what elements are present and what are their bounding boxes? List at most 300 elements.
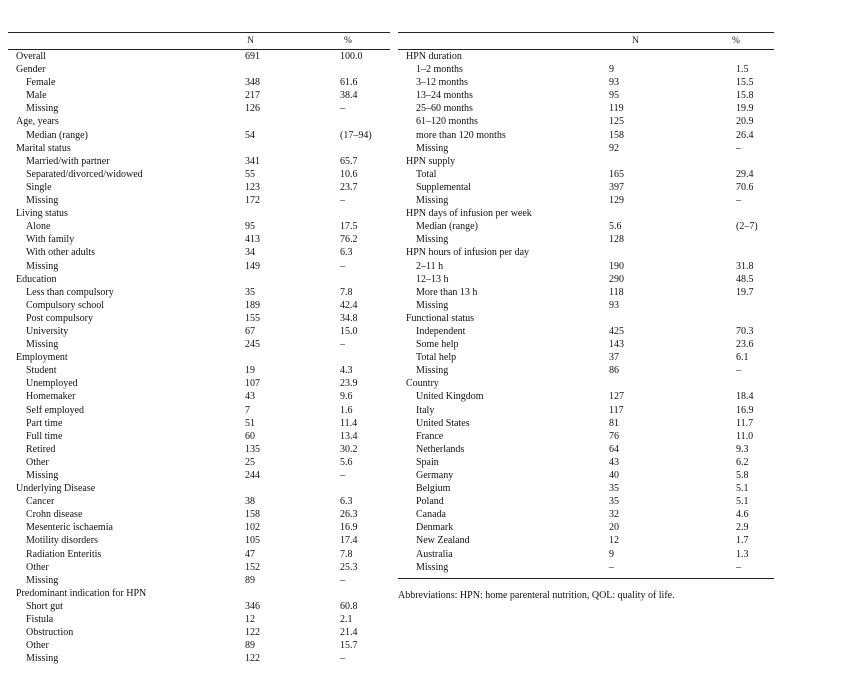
row-pct: – bbox=[736, 365, 741, 377]
table-row bbox=[8, 404, 390, 417]
row-label: Alone bbox=[26, 221, 51, 233]
row-n: 81 bbox=[609, 417, 619, 429]
row-pct: 6.1 bbox=[736, 352, 749, 364]
row-n: 119 bbox=[609, 103, 624, 115]
row-label: Part time bbox=[26, 417, 63, 429]
table-row bbox=[398, 495, 774, 508]
row-n: 64 bbox=[609, 443, 619, 455]
table-row bbox=[8, 600, 390, 613]
row-n: 55 bbox=[245, 168, 255, 180]
row-label: Denmark bbox=[416, 522, 454, 534]
row-label: Single bbox=[26, 181, 52, 193]
table-row bbox=[8, 351, 390, 364]
table-row bbox=[398, 233, 774, 246]
row-label: Unemployed bbox=[26, 378, 78, 390]
row-pct: 2.9 bbox=[736, 522, 749, 534]
row-pct: 76.2 bbox=[340, 234, 358, 246]
row-n: 93 bbox=[609, 77, 619, 89]
table-row bbox=[8, 443, 390, 456]
row-n: 47 bbox=[245, 548, 255, 560]
row-pct: (17–94) bbox=[340, 129, 372, 141]
row-n: 158 bbox=[245, 509, 260, 521]
row-label: Netherlands bbox=[416, 443, 465, 455]
row-label: 12–13 h bbox=[416, 273, 449, 285]
table-row bbox=[398, 312, 774, 325]
table-row bbox=[8, 299, 390, 312]
row-n: 92 bbox=[609, 142, 619, 154]
row-n: 190 bbox=[609, 260, 624, 272]
row-n: 158 bbox=[609, 129, 624, 141]
row-label: Independent bbox=[416, 325, 466, 337]
table-header bbox=[398, 33, 774, 50]
table-left bbox=[8, 32, 390, 665]
table-row bbox=[8, 102, 390, 115]
row-n: 20 bbox=[609, 522, 619, 534]
row-label: Some help bbox=[416, 339, 459, 351]
row-n: 122 bbox=[245, 627, 260, 639]
table-row bbox=[8, 63, 390, 76]
row-label: HPN duration bbox=[406, 51, 462, 62]
row-label: Full time bbox=[26, 430, 63, 442]
row-pct: – bbox=[340, 103, 345, 115]
table-row bbox=[398, 207, 774, 220]
row-n: 425 bbox=[609, 325, 624, 337]
table-row bbox=[398, 194, 774, 207]
row-pct: 20.9 bbox=[736, 116, 754, 128]
row-n: 122 bbox=[245, 653, 260, 665]
row-n: 12 bbox=[245, 614, 255, 626]
row-n: 135 bbox=[245, 443, 260, 455]
row-label: Missing bbox=[26, 260, 59, 272]
table-row bbox=[8, 548, 390, 561]
table-row bbox=[8, 260, 390, 273]
row-label: 1–2 months bbox=[416, 64, 463, 76]
table-row bbox=[398, 181, 774, 194]
table-row bbox=[398, 430, 774, 443]
row-pct: – bbox=[340, 470, 345, 481]
row-pct: 11.4 bbox=[340, 417, 358, 429]
table-row bbox=[398, 404, 774, 417]
row-pct: 19.7 bbox=[736, 286, 754, 298]
table-row bbox=[398, 390, 774, 403]
row-n: 397 bbox=[609, 181, 624, 193]
row-label: more than 120 months bbox=[416, 129, 506, 141]
row-n: 245 bbox=[245, 339, 260, 351]
table-body bbox=[8, 50, 390, 665]
row-label: Age, years bbox=[16, 116, 59, 128]
table-row bbox=[398, 50, 774, 63]
row-n: 38 bbox=[245, 496, 255, 508]
table-row bbox=[8, 233, 390, 246]
row-label: 2–11 h bbox=[416, 260, 444, 272]
table-row bbox=[398, 561, 774, 574]
row-n: 107 bbox=[245, 378, 260, 390]
row-pct: 18.4 bbox=[736, 391, 754, 403]
table-row bbox=[8, 587, 390, 600]
row-pct: – bbox=[736, 195, 741, 207]
row-label: Radiation Enteritis bbox=[26, 548, 102, 560]
row-pct: – bbox=[736, 142, 741, 154]
row-label: Country bbox=[406, 378, 439, 390]
row-label: 13–24 months bbox=[416, 90, 473, 102]
table-row bbox=[398, 168, 774, 181]
row-pct: 1.6 bbox=[340, 404, 353, 416]
row-label: Gender bbox=[16, 64, 46, 76]
table-row bbox=[8, 155, 390, 168]
table-row bbox=[398, 89, 774, 102]
row-n: 89 bbox=[245, 574, 255, 586]
header-pct: % bbox=[344, 36, 352, 46]
table-row bbox=[8, 312, 390, 325]
row-pct: 48.5 bbox=[736, 273, 754, 285]
row-label: Missing bbox=[416, 142, 449, 154]
row-pct: 16.9 bbox=[340, 522, 358, 534]
row-pct: 19.9 bbox=[736, 103, 754, 115]
table-row bbox=[8, 508, 390, 521]
table-right bbox=[398, 32, 774, 579]
table-row bbox=[8, 626, 390, 639]
table-row bbox=[398, 76, 774, 89]
table-row bbox=[398, 155, 774, 168]
table-row bbox=[8, 194, 390, 207]
row-label: Poland bbox=[416, 496, 444, 508]
row-n: 105 bbox=[245, 535, 260, 547]
row-pct: (2–7) bbox=[736, 221, 758, 233]
header-n: N bbox=[632, 36, 639, 46]
row-label: Self employed bbox=[26, 404, 85, 416]
row-pct: 1.5 bbox=[736, 64, 749, 76]
table-row bbox=[398, 286, 774, 299]
table-row bbox=[8, 495, 390, 508]
table-row bbox=[8, 639, 390, 652]
row-n: 89 bbox=[245, 640, 255, 652]
row-label: Less than compulsory bbox=[26, 286, 114, 298]
row-label: Crohn disease bbox=[26, 509, 83, 521]
row-pct: – bbox=[340, 339, 345, 351]
row-label: Mesenteric ischaemia bbox=[26, 522, 113, 534]
row-pct: 1.3 bbox=[736, 548, 749, 560]
row-n: 9 bbox=[609, 64, 614, 76]
row-n: 9 bbox=[609, 548, 614, 560]
row-label: University bbox=[26, 325, 69, 337]
row-label: 3–12 months bbox=[416, 77, 468, 89]
table-row bbox=[8, 142, 390, 155]
row-n: 346 bbox=[245, 600, 260, 612]
row-pct: 15.8 bbox=[736, 90, 754, 102]
table-row bbox=[398, 351, 774, 364]
row-pct: 38.4 bbox=[340, 90, 358, 102]
row-pct: – bbox=[340, 195, 345, 207]
row-pct: 23.7 bbox=[340, 181, 358, 193]
table-row bbox=[8, 168, 390, 181]
row-n: 25 bbox=[245, 456, 255, 468]
row-label: Total bbox=[416, 168, 437, 180]
row-n: 95 bbox=[609, 90, 619, 102]
row-n: 32 bbox=[609, 509, 619, 521]
table-row bbox=[8, 89, 390, 102]
row-pct: – bbox=[736, 561, 741, 573]
row-label: Canada bbox=[416, 509, 446, 521]
row-label: Missing bbox=[416, 299, 449, 311]
row-label: New Zealand bbox=[416, 535, 470, 547]
row-pct: 15.7 bbox=[340, 640, 358, 652]
row-n: 126 bbox=[245, 103, 260, 115]
table-row bbox=[8, 246, 390, 259]
row-pct: 34.8 bbox=[340, 312, 358, 324]
row-label: Belgium bbox=[416, 483, 451, 495]
row-label: France bbox=[416, 430, 444, 442]
row-pct: 15.0 bbox=[340, 325, 358, 337]
row-n: 37 bbox=[609, 352, 619, 364]
table-row bbox=[398, 521, 774, 534]
row-n: 348 bbox=[245, 77, 260, 89]
row-n: 35 bbox=[245, 286, 255, 298]
table-row bbox=[398, 325, 774, 338]
row-n: 152 bbox=[245, 561, 260, 573]
table-row bbox=[8, 207, 390, 220]
row-pct: 10.6 bbox=[340, 168, 358, 180]
row-n: 12 bbox=[609, 535, 619, 547]
table-body bbox=[398, 50, 774, 574]
row-n: 155 bbox=[245, 312, 260, 324]
row-n: 5.6 bbox=[609, 221, 622, 233]
table-row bbox=[8, 561, 390, 574]
table-row bbox=[8, 534, 390, 547]
row-n: 691 bbox=[245, 51, 260, 62]
row-pct: – bbox=[340, 653, 345, 665]
row-label: Obstruction bbox=[26, 627, 74, 639]
row-pct: – bbox=[340, 260, 345, 272]
row-n: 43 bbox=[609, 456, 619, 468]
row-pct: 2.1 bbox=[340, 614, 353, 626]
row-n: 123 bbox=[245, 181, 260, 193]
row-n: 129 bbox=[609, 195, 624, 207]
row-label: HPN hours of infusion per day bbox=[406, 247, 530, 259]
row-label: More than 13 h bbox=[416, 286, 478, 298]
row-label: Student bbox=[26, 365, 57, 377]
table-row bbox=[8, 364, 390, 377]
row-pct: 70.3 bbox=[736, 325, 754, 337]
row-n: 35 bbox=[609, 496, 619, 508]
table-row bbox=[8, 377, 390, 390]
row-label: Married/with partner bbox=[26, 155, 110, 167]
row-n: 127 bbox=[609, 391, 624, 403]
row-label: Living status bbox=[16, 208, 68, 220]
row-pct: 6.3 bbox=[340, 247, 353, 259]
row-label: Underlying Disease bbox=[16, 483, 96, 495]
row-pct: – bbox=[340, 574, 345, 586]
row-n: – bbox=[609, 561, 614, 573]
table-row bbox=[398, 443, 774, 456]
row-label: Missing bbox=[26, 339, 59, 351]
row-label: Post compulsory bbox=[26, 312, 93, 324]
table-row bbox=[398, 364, 774, 377]
row-label: HPN supply bbox=[406, 155, 456, 167]
row-label: Missing bbox=[26, 574, 59, 586]
row-n: 244 bbox=[245, 470, 260, 481]
row-n: 165 bbox=[609, 168, 624, 180]
table-row bbox=[8, 469, 390, 482]
table-row bbox=[398, 456, 774, 469]
row-label: Female bbox=[26, 77, 56, 89]
row-label: Missing bbox=[416, 234, 449, 246]
row-label: Missing bbox=[416, 561, 449, 573]
row-n: 35 bbox=[609, 483, 619, 495]
row-label: 25–60 months bbox=[416, 103, 473, 115]
row-label: Retired bbox=[26, 443, 56, 455]
table-row bbox=[398, 377, 774, 390]
row-label: Fistula bbox=[26, 614, 54, 626]
row-label: Motility disorders bbox=[26, 535, 98, 547]
table-header bbox=[8, 33, 390, 50]
row-n: 51 bbox=[245, 417, 255, 429]
row-n: 67 bbox=[245, 325, 255, 337]
row-label: Australia bbox=[416, 548, 453, 560]
row-n: 86 bbox=[609, 365, 619, 377]
row-pct: 6.3 bbox=[340, 496, 353, 508]
table-row bbox=[8, 338, 390, 351]
row-pct: 100.0 bbox=[340, 51, 363, 62]
row-pct: 4.6 bbox=[736, 509, 749, 521]
row-label: Employment bbox=[16, 352, 68, 364]
row-pct: 16.9 bbox=[736, 404, 754, 416]
row-pct: 13.4 bbox=[340, 430, 358, 442]
table-row bbox=[8, 652, 390, 665]
table-row bbox=[8, 521, 390, 534]
table-row bbox=[398, 115, 774, 128]
row-n: 43 bbox=[245, 391, 255, 403]
table-row bbox=[8, 115, 390, 128]
abbreviations-footnote: Abbreviations: HPN: home parenteral nutrition, QOL: quality of life. bbox=[398, 590, 675, 601]
table-row bbox=[398, 63, 774, 76]
table-row bbox=[398, 273, 774, 286]
table-row bbox=[8, 613, 390, 626]
row-pct: 5.6 bbox=[340, 456, 353, 468]
table-row bbox=[8, 220, 390, 233]
row-n: 40 bbox=[609, 470, 619, 481]
row-pct: 42.4 bbox=[340, 299, 358, 311]
row-n: 19 bbox=[245, 365, 255, 377]
row-label: Marital status bbox=[16, 142, 71, 154]
row-label: Compulsory school bbox=[26, 299, 105, 311]
row-label: Male bbox=[26, 90, 47, 102]
row-n: 413 bbox=[245, 234, 260, 246]
row-label: Missing bbox=[26, 195, 59, 207]
table-row bbox=[8, 286, 390, 299]
table-row bbox=[8, 76, 390, 89]
table-row bbox=[8, 574, 390, 587]
row-label: Missing bbox=[416, 195, 449, 207]
row-n: 54 bbox=[245, 129, 255, 141]
table-row bbox=[398, 260, 774, 273]
row-label: United States bbox=[416, 417, 470, 429]
table-row bbox=[8, 129, 390, 142]
row-label: Missing bbox=[26, 470, 59, 481]
row-label: Short gut bbox=[26, 600, 63, 612]
row-n: 290 bbox=[609, 273, 624, 285]
row-n: 60 bbox=[245, 430, 255, 442]
row-pct: 9.6 bbox=[340, 391, 353, 403]
row-pct: 7.8 bbox=[340, 548, 353, 560]
table-row bbox=[398, 102, 774, 115]
row-label: Germany bbox=[416, 470, 454, 481]
row-n: 217 bbox=[245, 90, 260, 102]
row-n: 143 bbox=[609, 339, 624, 351]
row-label: Other bbox=[26, 640, 49, 652]
row-pct: 6.2 bbox=[736, 456, 749, 468]
table-row bbox=[398, 534, 774, 547]
table-row bbox=[8, 390, 390, 403]
table-row bbox=[398, 548, 774, 561]
table-row bbox=[398, 338, 774, 351]
row-n: 149 bbox=[245, 260, 260, 272]
row-label: Overall bbox=[16, 51, 46, 62]
row-pct: 23.6 bbox=[736, 339, 754, 351]
row-pct: 5.1 bbox=[736, 496, 749, 508]
row-pct: 70.6 bbox=[736, 181, 754, 193]
table-row bbox=[8, 456, 390, 469]
row-n: 95 bbox=[245, 221, 255, 233]
row-pct: 21.4 bbox=[340, 627, 358, 639]
row-pct: 61.6 bbox=[340, 77, 358, 89]
row-pct: 31.8 bbox=[736, 260, 754, 272]
table-row bbox=[8, 50, 390, 63]
row-label: Homemaker bbox=[26, 391, 76, 403]
row-label: Predominant indication for HPN bbox=[16, 587, 147, 599]
row-pct: 4.3 bbox=[340, 365, 353, 377]
table-row bbox=[398, 129, 774, 142]
table-row bbox=[398, 246, 774, 259]
row-pct: 17.4 bbox=[340, 535, 358, 547]
row-pct: 7.8 bbox=[340, 286, 353, 298]
row-label: Italy bbox=[416, 404, 435, 416]
row-label: Median (range) bbox=[26, 129, 88, 141]
header-pct: % bbox=[732, 36, 740, 46]
table-row bbox=[8, 417, 390, 430]
row-n: 34 bbox=[245, 247, 255, 259]
row-pct: 17.5 bbox=[340, 221, 358, 233]
table-bottom-rule bbox=[398, 578, 774, 579]
table-row bbox=[398, 482, 774, 495]
table-row bbox=[398, 508, 774, 521]
row-n: 128 bbox=[609, 234, 624, 246]
row-label: Education bbox=[16, 273, 57, 285]
row-n: 7 bbox=[245, 404, 250, 416]
row-label: Spain bbox=[416, 456, 439, 468]
row-pct: 15.5 bbox=[736, 77, 754, 89]
table-row bbox=[8, 325, 390, 338]
row-pct: 65.7 bbox=[340, 155, 358, 167]
row-label: HPN days of infusion per week bbox=[406, 208, 532, 220]
row-pct: 11.0 bbox=[736, 430, 754, 442]
table-row bbox=[8, 273, 390, 286]
table-row bbox=[8, 430, 390, 443]
row-label: Other bbox=[26, 561, 49, 573]
row-label: Missing bbox=[26, 653, 59, 665]
row-n: 189 bbox=[245, 299, 260, 311]
row-pct: 26.4 bbox=[736, 129, 754, 141]
row-pct: 23.9 bbox=[340, 378, 358, 390]
row-label: Median (range) bbox=[416, 221, 478, 233]
row-n: 102 bbox=[245, 522, 260, 534]
row-label: Functional status bbox=[406, 312, 475, 324]
row-label: Separated/divorced/widowed bbox=[26, 168, 143, 180]
table-row bbox=[398, 469, 774, 482]
row-n: 125 bbox=[609, 116, 624, 128]
row-pct: 9.3 bbox=[736, 443, 749, 455]
row-n: 341 bbox=[245, 155, 260, 167]
row-label: Supplemental bbox=[416, 181, 471, 193]
